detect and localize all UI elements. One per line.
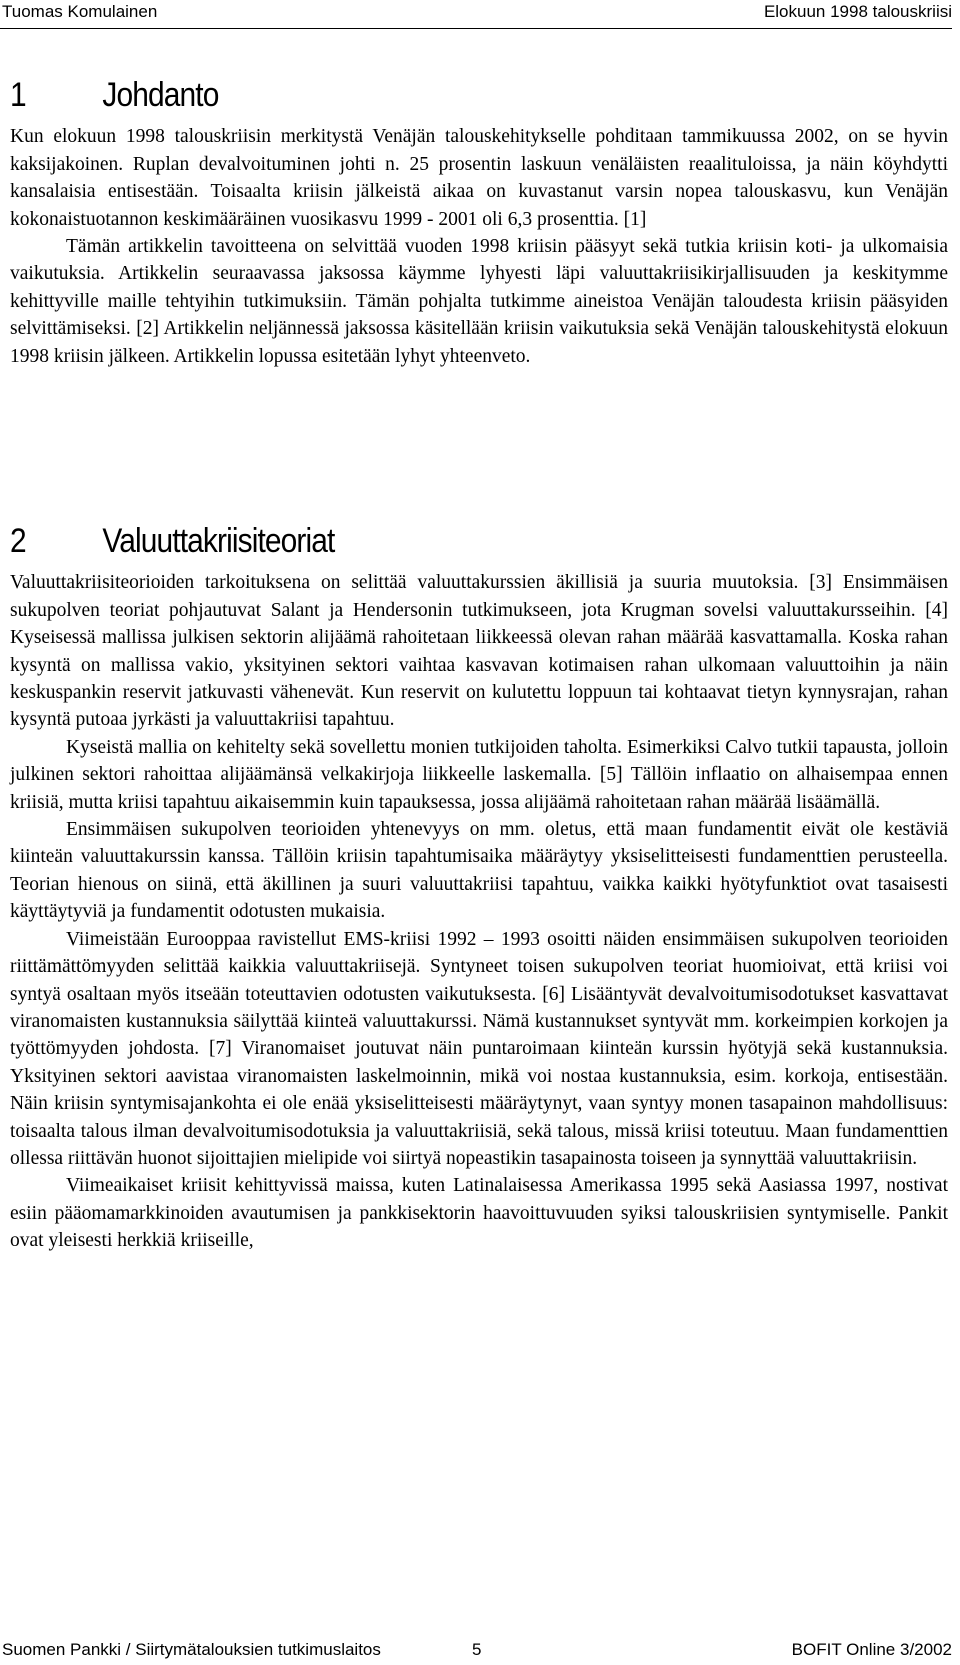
section-2-number: 2 — [10, 522, 26, 560]
section-2-paragraph-1: Valuuttakriisiteorioiden tarkoituksena on selittää valuuttakurssien äkillisiä ja suuria muutoksia. [3] Ensimmäisen sukupolven teoriat pohjautuvat Salant ja Hendersonin tutkimukseen, jota Krugman sovelsi valuuttakursseihin. [4] Kyseisessä mallissa julkisen sektorin alijäämä rahoitetaan liikkeessä olevan rahan määrää kasvattamalla. Koska rahan kysyntä on mallissa vakio, yksityinen sektori vaihtaa kasvavan kotimaisen rahan ulkomaan valuuttoihin ja näin keskuspankin reservit jatkuvasti vähenevät. Kun reservit on kulutettu loppuun tai kohtaavat tietyn kynnysrajan, rahan kysyntä putoaa jyrkästi ja valuuttakriisi tapahtuu. — [10, 572, 948, 731]
header-title: Elokuun 1998 talouskriisi — [763, 2, 952, 21]
section-1 — [10, 76, 948, 370]
footer-series: BOFIT Online 3/2002 — [791, 1640, 952, 1659]
footer-publisher: Suomen Pankki / Siirtymätalouksien tutkimuslaitos — [2, 1640, 381, 1659]
section-2-paragraph-3: Ensimmäisen sukupolven teorioiden yhtenevyys on mm. oletus, että maan fundamentit eivät ole kestäviä kiinteän valuuttakurssin kanssa. Tällöin kriisin tapahtumisaika määräytyy yksiselitteisesti fundamenttien perusteella. Teorian hienous on siinä, että äkillinen ja suuri valuuttakriisi tapahtuu, vaikka kaikki hyötyfunktiot ovat tasaisesti käyttäytyviä ja fundamentit odotusten mukaisia. — [10, 819, 948, 923]
section-1-heading — [10, 76, 835, 114]
section-2-paragraph-5: Viimeaikaiset kriisit kehittyvissä maissa, kuten Latinalaisessa Amerikassa 1995 sekä Aasiassa 1997, nostivat esiin pääomamarkkinoiden avautumisen ja pankkisektorin haavoittuvuuden syiksi talouskriisien syntymiselle. Pankit ovat yleisesti herkkiä kriiseille, — [10, 1175, 948, 1252]
section-2-paragraph-4: Viimeistään Eurooppaa ravistellut EMS-kriisi 1992 – 1993 osoitti näiden ensimmäisen sukupolven teorioiden riittämättömyyden selittää kaikkia valuuttakriisejä. Syntyneet toisen sukupolven teoriat huomioivat, että kriisi voi syntyä osaltaan myös itseään toteuttavien odotusten vaikutuksesta. [6] Lisääntyvät devalvoitumisodotukset kasvattavat viranomaisten kustannuksia säilyttää kiinteä valuuttakurssi. Nämä kustannukset syntyvät mm. korkeimpien korkojen ja työttömyyden johdosta. [7] Viranomaiset joutuvat näin puntaroimaan kiinteän kurssin hyötyjä sekä kustannuksia. Yksityinen sektori aavistaa viranomaisten laskelmoinnin, mikä voi nostaa kustannuksia, esim. korkoja, entisestään. Näin kriisin syntymisajankohta ei ole enää yksiselitteisesti määräytynyt, vaan syntyy monen tasapainon mahdollisuus: toisaalta talous ilman devalvoitumisodotuksia ja valuuttakriisiä, sekä talous, missä kriisi toteutuu. Maan fundamenttien ollessa riittävän huonot sijoittajien mielipide voi siirtyä nopeastikin tasapainosta toiseen ja synnyttää valuuttakriisin. — [10, 928, 948, 1169]
header-rule — [0, 28, 952, 29]
section-2-paragraph-2: Kyseistä mallia on kehitelty sekä sovellettu monien tutkijoiden taholta. Esimerkiksi Calvo tutkii tapausta, jolloin julkinen sektori rahoittaa alijäämänsä velkakirjoja liikkeelle laskemalla. [5] Tällöin inflaatio on alhaisempaa ennen kriisiä, mutta kriisi tapahtuu aikaisemmin kuin tapauksessa, jossa alijäämä rahoitetaan rahan määrää lisäämällä. — [10, 736, 948, 813]
section-1-number: 1 — [10, 76, 26, 114]
header-author: Tuomas Komulainen — [2, 2, 158, 21]
page-footer — [0, 1628, 960, 1658]
section-2 — [10, 522, 948, 1255]
section-1-title: Johdanto — [102, 76, 219, 114]
section-1-paragraph-1: Kun elokuun 1998 talouskriisin merkitystä Venäjän talouskehitykselle pohditaan tammikuussa 2002, on se hyvin kaksijakoinen. Ruplan devalvoituminen johti n. 25 prosentin laskuun venäläisten reaalituloissa, ja näin köyhdytti kansalaisia entisestään. Toisaalta kriisin jälkeistä aikaa on kuvastanut varsin nopea talouskasvu, kun Venäjän kokonaistuotannon keskimääräinen vuosikasvu 1999 - 2001 oli 6,3 prosenttia. [1] — [10, 126, 948, 230]
section-2-heading — [10, 522, 835, 560]
section-2-title: Valuuttakriisiteoriat — [102, 522, 335, 560]
page-header — [0, 0, 960, 30]
footer-page-number: 5 — [472, 1640, 482, 1659]
section-1-paragraph-2: Tämän artikkelin tavoitteena on selvittää vuoden 1998 kriisin pääsyyt sekä tutkia kriisin koti- ja ulkomaisia vaikutuksia. Artikkelin seuraavassa jaksossa käymme lyhyesti läpi valuuttakriisikirjallisuuden ja keskitymme kehittyville maille tehtyihin tutkimuksiin. Tämän pohjalta tutkimme aineistoa Venäjän taloudesta kriisin pääsyiden selvittämiseksi. [2] Artikkelin neljännessä jaksossa käsitellään kriisin vaikutuksia sekä Venäjän talouskehitystä elokuun 1998 kriisin jälkeen. Artikkelin lopussa esitetään lyhyt yhteenveto. — [10, 236, 948, 367]
